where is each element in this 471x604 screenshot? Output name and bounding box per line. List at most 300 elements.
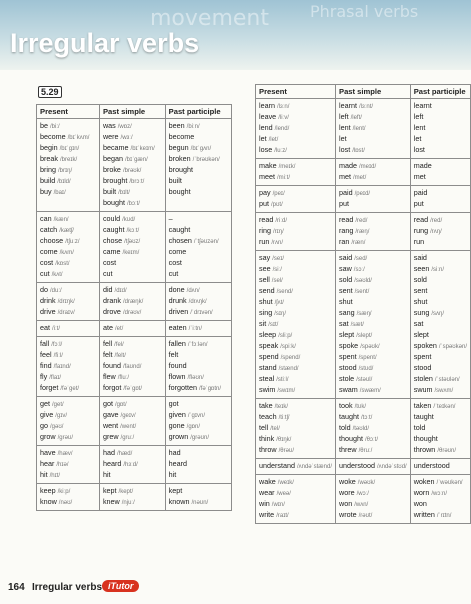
verb-word: heard [102, 459, 122, 468]
verb-phonetic: /səʊld/ [354, 278, 372, 284]
verb-cell [336, 186, 411, 213]
col-header-past-participle: Past participle [410, 85, 470, 99]
verb-word: put [259, 199, 269, 208]
verb-phonetic: /ˈiːtn/ [188, 326, 203, 332]
verb-word: come [168, 247, 187, 256]
verb-phonetic: /ˈstəʊlən/ [434, 377, 460, 383]
verb-word: read [339, 215, 354, 224]
verb-word: built [102, 187, 117, 196]
verb-word: let [413, 134, 422, 143]
verb-word: chose [102, 236, 123, 245]
col-header-present: Present [256, 85, 336, 99]
audio-track-label[interactable]: 5.29 [38, 86, 62, 98]
verb-form [103, 258, 162, 269]
verb-word: shut [413, 297, 428, 306]
verb-phonetic: /lɒst/ [352, 148, 365, 154]
verb-phonetic: /sɪŋ/ [274, 311, 286, 317]
verb-form [259, 123, 332, 134]
verb-form [103, 361, 162, 372]
verb-word: brought [102, 176, 128, 185]
verb-word: met [339, 172, 351, 181]
verb-phonetic: /ʌndəˈstʊd/ [376, 464, 407, 470]
verb-word: forgotten [168, 383, 198, 392]
verb-form [414, 308, 467, 319]
verb-word: make [259, 161, 277, 170]
verb-form [414, 363, 467, 374]
verb-cell [37, 484, 100, 511]
verb-cell [99, 119, 165, 212]
verb-word: heard [168, 459, 188, 468]
verb-word: bring [40, 165, 56, 174]
verb-form [103, 486, 162, 497]
verb-phonetic: /hɪə/ [56, 462, 69, 468]
verb-cell [37, 321, 100, 337]
verb-word: sung [413, 308, 430, 317]
verb-word: put [339, 199, 349, 208]
verb-cell [256, 459, 336, 475]
verb-form [169, 323, 228, 334]
verb-group-row [37, 119, 232, 212]
verb-word: felt [168, 350, 179, 359]
verb-form [339, 319, 407, 330]
verb-form [339, 215, 407, 226]
verb-cell [410, 186, 470, 213]
verb-word: wake [259, 477, 276, 486]
verb-phonetic: /kʊd/ [122, 217, 136, 223]
verb-word: become [168, 132, 195, 141]
verb-phonetic: /wʌn/ [354, 502, 369, 508]
verb-phonetic: /iːt/ [52, 326, 61, 332]
verb-form [259, 134, 332, 145]
verb-form [339, 499, 407, 510]
verb-cell [256, 475, 336, 524]
verb-phonetic: /hæv/ [57, 451, 73, 457]
verb-form [40, 459, 96, 470]
verb-form [40, 372, 96, 383]
verb-form [169, 121, 228, 132]
verb-form [414, 188, 467, 199]
verb-phonetic: /ˈspəʊkən/ [438, 344, 468, 350]
verb-word: forgot [102, 383, 122, 392]
verb-phonetic: /fəˈgɒt/ [123, 386, 143, 392]
verb-word: catch [40, 225, 58, 234]
verb-word: eaten [168, 323, 187, 332]
verb-word: lost [339, 145, 351, 154]
verb-word: met [413, 172, 426, 181]
verb-word: taught [339, 412, 359, 421]
verb-cell [37, 446, 100, 484]
verb-form [414, 401, 467, 412]
col-header-past-simple: Past simple [99, 105, 165, 119]
verb-form [40, 323, 96, 334]
verb-word: told [413, 423, 426, 432]
verb-word: wrote [339, 510, 357, 519]
verb-form [339, 264, 407, 275]
verb-word: come [40, 247, 58, 256]
verb-word: think [259, 434, 275, 443]
verb-form [40, 361, 96, 372]
verb-form [169, 339, 228, 350]
verb-phonetic: /bɔːt/ [126, 201, 140, 207]
verb-word: get [40, 399, 50, 408]
verb-phonetic: /bɪˈkʌm/ [67, 135, 90, 141]
verb-form [103, 187, 162, 198]
verb-cell [336, 475, 411, 524]
verb-word: stole [339, 374, 355, 383]
verb-word: spend [259, 352, 279, 361]
verb-word: understood [339, 461, 375, 470]
verb-word: find [40, 361, 52, 370]
verb-phonetic: /rəʊt/ [358, 513, 373, 519]
verb-form [40, 448, 96, 459]
verb-word: drank [102, 296, 121, 305]
verb-word: spent [413, 352, 432, 361]
verb-word: see [259, 264, 271, 273]
verb-form [169, 383, 228, 394]
verb-phonetic: /sæt/ [350, 322, 364, 328]
verb-form [169, 269, 228, 280]
verb-phonetic: /liːv/ [278, 115, 289, 121]
verb-phonetic: /kɔːt/ [126, 228, 140, 234]
verb-form [259, 275, 332, 286]
verb-form [40, 269, 96, 280]
verb-word: flown [168, 372, 186, 381]
verb-phonetic: /sent/ [354, 289, 370, 295]
verb-word: got [102, 399, 113, 408]
verb-form [339, 352, 407, 363]
verb-form [259, 297, 332, 308]
verb-phonetic: /gɒn/ [186, 424, 201, 430]
verb-phonetic: /siːn/ [431, 267, 444, 273]
verb-word: lose [259, 145, 273, 154]
verb-form [339, 101, 407, 112]
verb-form [40, 350, 96, 361]
verb-group-row [37, 397, 232, 446]
verb-table-left [36, 104, 232, 511]
verb-phonetic: /tʊk/ [354, 404, 367, 410]
verb-word: stolen [413, 374, 433, 383]
verb-cell [99, 212, 165, 283]
verb-word: found [168, 361, 187, 370]
verb-word: paid [339, 188, 353, 197]
verb-word: sent [339, 286, 353, 295]
verb-word: drunk [168, 296, 187, 305]
verb-form [40, 187, 96, 198]
col-header-present: Present [37, 105, 100, 119]
verb-form [259, 330, 332, 341]
verb-phonetic: /kiːp/ [57, 489, 71, 495]
verb-word: woke [339, 477, 356, 486]
verb-form [169, 165, 228, 176]
verb-phonetic: /rʌŋ/ [430, 229, 442, 235]
verb-phonetic: /lɜːnt/ [358, 104, 374, 110]
verb-word: became [102, 143, 129, 152]
verb-form [169, 187, 228, 198]
verb-phonetic: /tel/ [270, 426, 280, 432]
verb-cell [99, 397, 165, 446]
verb-phonetic: /drəʊv/ [122, 310, 142, 316]
verb-phonetic: /kɒst/ [55, 261, 70, 267]
verb-phonetic: /went/ [120, 424, 137, 430]
verb-form [169, 497, 228, 508]
verb-word: grown [168, 432, 189, 441]
verb-form [259, 264, 332, 275]
verb-word: thought [339, 434, 363, 443]
verb-phonetic: /ˈrɪtn/ [436, 513, 452, 519]
verb-cell [165, 283, 231, 321]
verb-word: can [40, 214, 52, 223]
verb-phonetic: /bɪld/ [57, 179, 71, 185]
verb-form [339, 297, 407, 308]
verb-cell [165, 337, 231, 397]
verb-word: fall [40, 339, 50, 348]
verb-cell [336, 159, 411, 186]
verb-form [339, 275, 407, 286]
verb-word: given [168, 410, 186, 419]
verb-word: paid [413, 188, 428, 197]
verb-word: rung [413, 226, 429, 235]
verb-word: leave [259, 112, 277, 121]
verb-word: read [259, 215, 274, 224]
verb-phonetic: /wəʊk/ [357, 480, 376, 486]
verb-form [259, 101, 332, 112]
verb-cell [37, 397, 100, 446]
verb-phonetic: /bɪˈkeɪm/ [130, 146, 155, 152]
verb-form [414, 319, 467, 330]
verb-phonetic: /gruː/ [120, 435, 135, 441]
verb-word: kept [102, 486, 117, 495]
verb-word: drink [40, 296, 56, 305]
verb-form [40, 383, 96, 394]
verb-form [259, 374, 332, 385]
verb-phonetic: /ˈdrɪvən/ [190, 310, 213, 316]
verb-form [339, 423, 407, 434]
verb-form [414, 264, 467, 275]
verb-cell [256, 99, 336, 159]
verb-word: read [413, 215, 429, 224]
verb-word: know [40, 497, 57, 506]
verb-phonetic: /lend/ [274, 126, 290, 132]
verb-word: become [40, 132, 66, 141]
verb-group-row [256, 251, 471, 399]
verb-word: caught [102, 225, 125, 234]
verb-form [103, 269, 162, 280]
verb-phonetic: /θɔːt/ [364, 437, 378, 443]
verb-form [169, 236, 228, 247]
verb-phonetic: /felt/ [114, 353, 126, 359]
verb-form [414, 226, 467, 237]
verb-word: do [40, 285, 48, 294]
verb-word: told [339, 423, 351, 432]
verb-form [414, 161, 467, 172]
verb-word: sat [339, 319, 349, 328]
verb-word: gone [168, 421, 185, 430]
verb-word: win [259, 499, 270, 508]
verb-form [339, 385, 407, 396]
verb-form [103, 154, 162, 165]
verb-form [40, 214, 96, 225]
verb-phonetic: /ˈteɪkən/ [433, 404, 456, 410]
verb-phonetic: /drɪŋk/ [57, 299, 75, 305]
verb-phonetic: /sʌŋ/ [431, 311, 444, 317]
verb-cell [336, 399, 411, 459]
verb-cell [256, 159, 336, 186]
verb-word: sit [259, 319, 267, 328]
verb-word: went [102, 421, 119, 430]
verb-word: found [102, 361, 121, 370]
verb-word: fell [102, 339, 113, 348]
verb-phonetic: /ræn/ [351, 240, 366, 246]
verb-form [339, 488, 407, 499]
verb-word: had [168, 448, 181, 457]
verb-phonetic: /send/ [276, 289, 293, 295]
verb-cell [410, 399, 470, 459]
verb-form [339, 401, 407, 412]
verb-word: written [413, 510, 435, 519]
verb-word: wore [339, 488, 355, 497]
verb-group-row [256, 459, 471, 475]
verb-form [339, 341, 407, 352]
verb-form [339, 134, 407, 145]
verb-word: shut [339, 297, 353, 306]
verb-word: kept [168, 486, 183, 495]
verb-word: broken [168, 154, 191, 163]
verb-word: could [102, 214, 121, 223]
verb-group-row [256, 186, 471, 213]
verb-form [259, 477, 332, 488]
verb-form [40, 470, 96, 481]
verb-word: sing [259, 308, 273, 317]
verb-word: thought [413, 434, 438, 443]
verb-word: grew [102, 432, 119, 441]
col-header-past-participle: Past participle [165, 105, 231, 119]
verb-form [259, 112, 332, 123]
verb-form [259, 172, 332, 183]
verb-phonetic: /brɪŋ/ [57, 168, 73, 174]
verb-form [259, 461, 332, 472]
verb-form [414, 434, 467, 445]
verb-cell [99, 337, 165, 397]
verb-phonetic: /luːz/ [274, 148, 287, 154]
verb-cell [410, 459, 470, 475]
verb-cell [256, 213, 336, 251]
verb-word: lent [339, 123, 351, 132]
verb-form [103, 236, 162, 247]
verb-phonetic: /tʃuːz/ [65, 239, 80, 245]
verb-form [414, 134, 467, 145]
verb-word: stood [339, 363, 357, 372]
verb-phonetic: /nəʊ/ [58, 500, 73, 506]
verb-phonetic: /weə/ [276, 491, 291, 497]
verb-form [40, 410, 96, 421]
verb-group-row [37, 212, 232, 283]
verb-phonetic: /du:/ [50, 288, 62, 294]
header-watermark-right: Phrasal verbs [310, 2, 419, 21]
verb-word: had [102, 448, 115, 457]
verb-word: sell [259, 275, 270, 284]
verb-phonetic: /pʊt/ [271, 202, 283, 208]
verb-form [40, 421, 96, 432]
verb-word: sold [339, 275, 353, 284]
verb-word: eat [40, 323, 50, 332]
verb-word: stood [413, 363, 432, 372]
verb-phonetic: /fluː/ [117, 375, 130, 381]
verb-form [103, 459, 162, 470]
verb-word: built [168, 176, 182, 185]
verb-form [40, 339, 96, 350]
verb-form [259, 188, 332, 199]
verb-cell [256, 399, 336, 459]
itutor-logo[interactable]: iTutor [102, 580, 139, 592]
verb-cell [37, 283, 100, 321]
verb-word: learnt [339, 101, 357, 110]
verb-form [103, 176, 162, 187]
verb-phonetic: /njuː/ [121, 500, 135, 506]
verb-phonetic: /spent/ [358, 355, 377, 361]
verb-phonetic: /wɔːn/ [431, 491, 447, 497]
verb-word: wear [259, 488, 275, 497]
verb-form [103, 383, 162, 394]
verb-word: steal [259, 374, 275, 383]
verb-phonetic: /biːn/ [186, 124, 200, 130]
verb-word: give [40, 410, 54, 419]
verb-word: build [40, 176, 56, 185]
verb-form [414, 275, 467, 286]
verb-form [339, 112, 407, 123]
verb-form [414, 423, 467, 434]
verb-form [103, 132, 162, 143]
verb-word: stand [259, 363, 277, 372]
verb-form [339, 253, 407, 264]
verb-phonetic: /meɪd/ [358, 164, 377, 170]
verb-word: brought [168, 165, 194, 174]
verb-group-row [37, 337, 232, 397]
verb-word: left [339, 112, 349, 121]
verb-phonetic: /ˈgɪvn/ [187, 413, 206, 419]
verb-phonetic: /gɒt/ [114, 402, 127, 408]
verb-phonetic: /sed/ [354, 256, 368, 262]
verb-cell [336, 459, 411, 475]
verb-form [103, 399, 162, 410]
verb-word: throw [259, 445, 277, 454]
verb-form [259, 161, 332, 172]
verb-phonetic: /peɪd/ [354, 191, 371, 197]
verb-word: go [40, 421, 48, 430]
verb-form [103, 339, 162, 350]
verb-form [40, 225, 96, 236]
verb-phonetic: /siː/ [272, 267, 282, 273]
verb-form [259, 253, 332, 264]
verb-cell [410, 99, 470, 159]
verb-cell [410, 251, 470, 399]
verb-word: got [168, 399, 179, 408]
verb-cell [99, 446, 165, 484]
verb-phonetic: /fləʊn/ [187, 375, 204, 381]
verb-group-row [256, 213, 471, 251]
verb-word: left [413, 112, 424, 121]
verb-form [169, 486, 228, 497]
verb-phonetic: /ˈbrəʊkən/ [192, 157, 220, 163]
verb-word: lend [259, 123, 273, 132]
verb-phonetic: /baɪ/ [53, 190, 66, 196]
verb-phonetic: /wɜː/ [120, 135, 133, 141]
verb-word: saw [339, 264, 352, 273]
verb-form [259, 308, 332, 319]
verb-phonetic: /dræŋk/ [122, 299, 144, 305]
verb-word: came [102, 247, 121, 256]
verb-phonetic: /meɪk/ [278, 164, 296, 170]
verb-phonetic: /dɪd/ [114, 288, 127, 294]
